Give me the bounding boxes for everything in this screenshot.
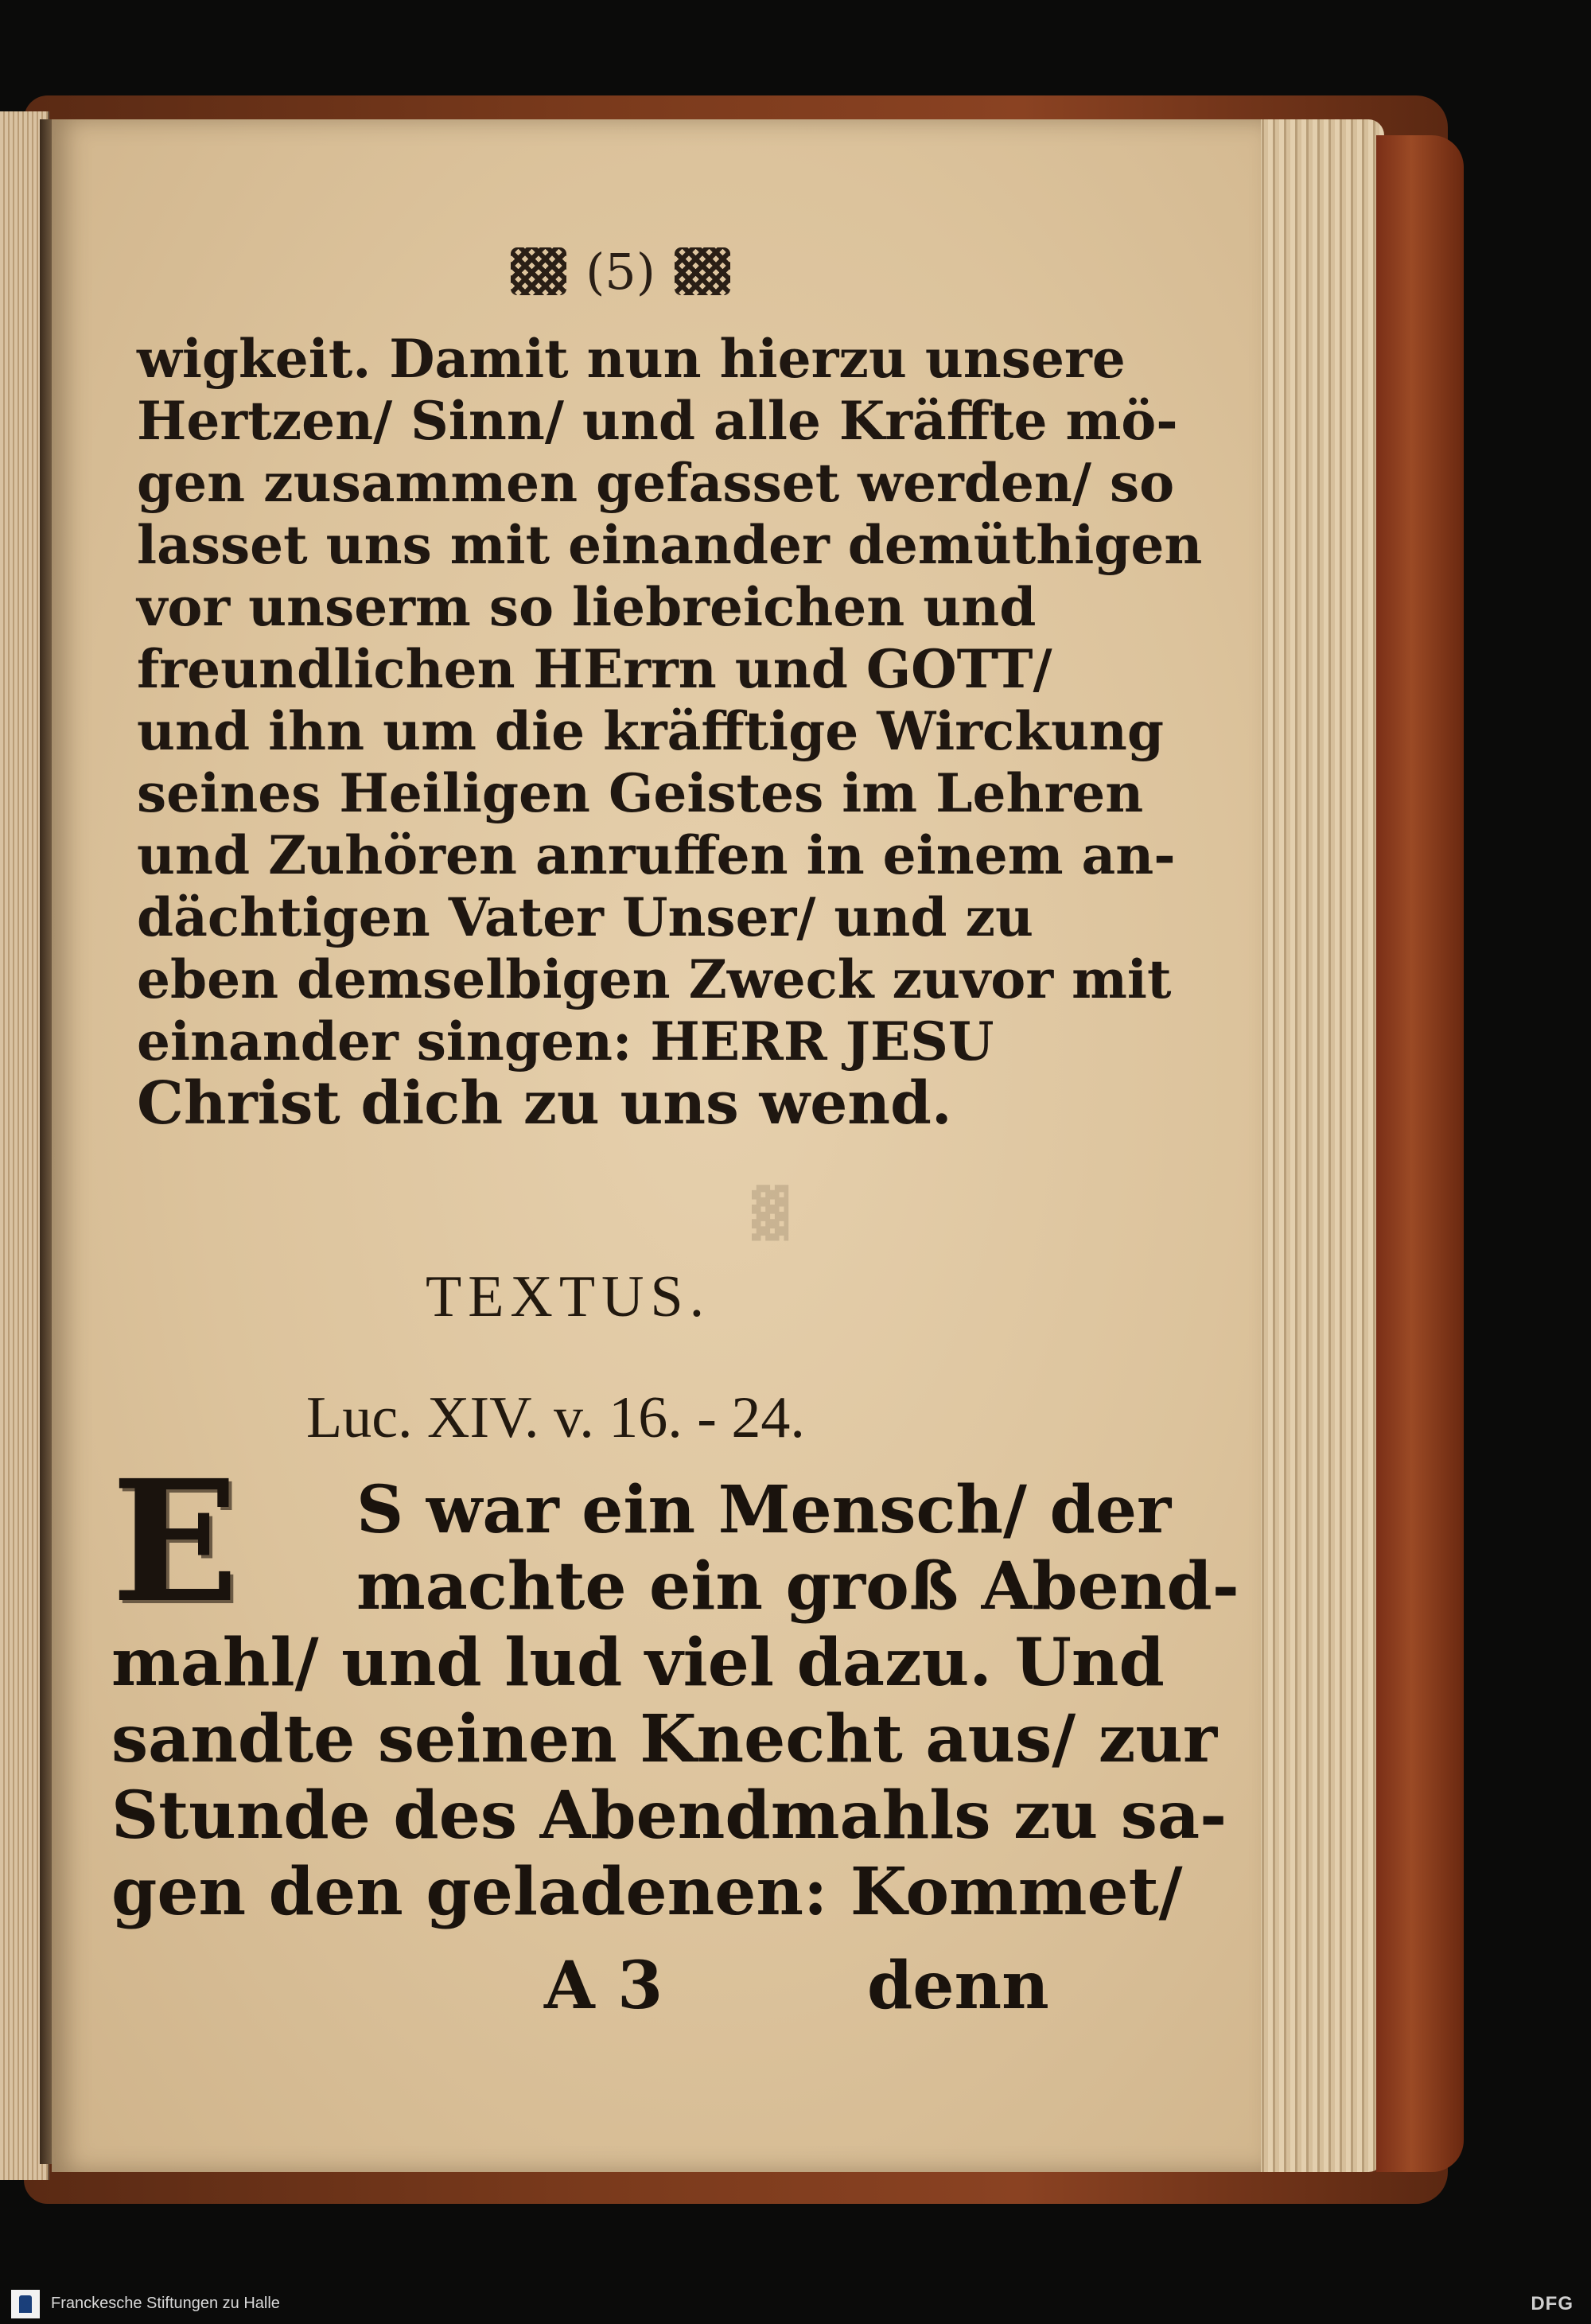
show-through-smudge: ▓ <box>752 1185 789 1241</box>
body-line: wigkeit. Damit nun hierzu unsere <box>137 328 1126 390</box>
verse-line: sandte seinen Knecht aus/ zur <box>111 1701 1218 1777</box>
body-line: freundlichen HErrn und GOTT/ <box>137 638 1052 700</box>
verse-text <box>111 1443 1239 1930</box>
ornament-right-icon <box>675 247 730 295</box>
verse-line: S war ein Mensch/ der <box>356 1472 1172 1548</box>
verse-line: mahl/ und lud viel dazu. Und <box>111 1625 1165 1701</box>
institution-name: Franckesche Stiftungen zu Halle <box>51 2295 280 2312</box>
dfg-logo: DFG <box>1531 2292 1573 2314</box>
verse-line: machte ein groß Abend- <box>356 1548 1239 1625</box>
page-edges <box>1257 119 1384 2172</box>
verse-line: Stunde des Abendmahls zu sa- <box>111 1777 1227 1854</box>
signature-mark: A 3 <box>544 1948 663 2024</box>
body-line: und ihn um die kräfftige Wirckung <box>137 700 1165 762</box>
body-line: eben demselbigen Zweck zuvor mit <box>137 948 1172 1010</box>
body-line: seines Heiligen Geistes im Lehren <box>137 762 1144 824</box>
section-title: TEXTUS. <box>426 1264 711 1329</box>
institution-logo-icon <box>11 2290 40 2318</box>
body-line: gen zusammen gefasset werden/ so <box>137 452 1175 514</box>
body-line: einander singen: HERR JESU <box>137 1010 994 1072</box>
catchword: denn <box>867 1948 1049 2024</box>
body-text <box>137 328 1203 1139</box>
body-line: und Zuhören anruffen in einem an- <box>137 824 1176 886</box>
running-header <box>477 236 764 307</box>
footer-bar <box>0 2283 1591 2324</box>
body-line: dächtigen Vater Unser/ und zu <box>137 886 1033 948</box>
body-line: Christ dich zu uns wend. <box>137 1069 952 1138</box>
verse-line: gen den geladenen: Kommet/ <box>111 1854 1183 1930</box>
drop-cap-initial: E <box>111 1443 239 1640</box>
right-cover-edge <box>1376 135 1464 2172</box>
body-line: lasset uns mit einander demüthigen <box>137 514 1203 576</box>
scripture-reference: Luc. XIV. v. 16. - 24. <box>306 1385 805 1450</box>
footer-institution <box>0 2290 280 2318</box>
ornament-left-icon <box>511 247 566 295</box>
body-line: Hertzen/ Sinn/ und alle Kräffte mö- <box>137 390 1178 452</box>
body-line: vor unserm so liebreichen und <box>137 576 1037 638</box>
page-number: (5) <box>585 242 655 301</box>
